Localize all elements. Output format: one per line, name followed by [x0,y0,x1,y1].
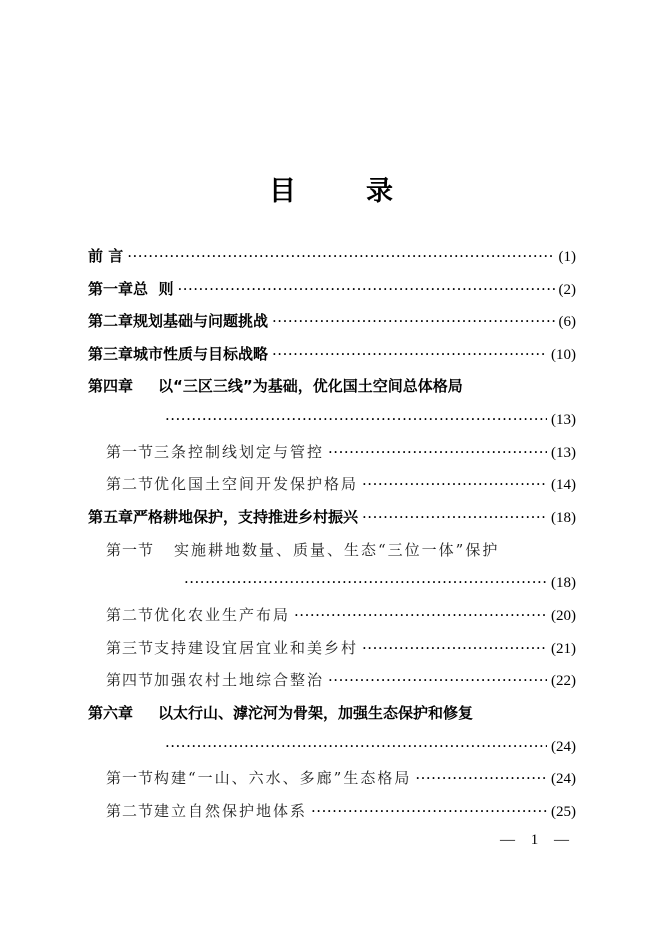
leader-dots [177,276,554,302]
toc-label: 第六章 [88,704,134,722]
toc-title: 加强农村土地综合整治 [154,671,325,689]
toc-page: (18) [551,575,576,591]
toc-entry-section-5-4[interactable] [106,667,576,693]
toc-entry-chapter-3[interactable] [88,341,576,367]
toc-entry-preface[interactable] [88,243,576,269]
toc-entry-chapter-6-leader[interactable] [165,733,576,759]
toc-page: (20) [551,608,576,624]
toc-title: 规划基础与问题挑战 [133,312,269,330]
title-char-1: 目 [269,176,296,207]
toc-title: 以太行山、滹沱河为骨架，加强生态保护和修复 [158,704,474,722]
toc-label: 第四章 [88,377,134,395]
toc-title: 三条控制线划定与管控 [154,443,325,461]
toc-label: 第二节 [106,606,155,624]
toc-label: 第一章 [88,280,134,298]
toc-entry-chapter-6[interactable] [88,700,576,726]
toc-title: 以“三区三线”为基础，优化国土空间总体格局 [158,377,463,395]
toc-page: (13) [551,445,576,461]
toc-title: 构建“一山、六水、多廊”生态格局 [154,769,412,787]
toc-title: 支持建设宜居宜业和美乡村 [154,639,359,657]
leader-dots [184,569,547,595]
leader-dots [165,733,547,759]
leader-dots [362,471,547,497]
toc-entry-chapter-4[interactable] [88,373,576,399]
toc-label: 第二章 [88,312,134,330]
toc-title: 严格耕地保护，支持推进乡村振兴 [133,508,359,526]
toc-entry-section-5-2[interactable] [106,602,576,628]
toc-entry-section-6-2[interactable] [106,798,576,824]
title-char-2: 录 [366,176,393,207]
leader-dots [294,602,547,628]
toc-label: 第二节 [106,802,155,820]
toc-title: 优化国土空间开发保护格局 [154,475,359,493]
toc-page: (13) [551,412,576,428]
toc-title: 建立自然保护地体系 [154,802,308,820]
toc-page: (24) [551,739,576,755]
toc-entry-section-5-3[interactable] [106,635,576,661]
leader-dots [415,765,547,791]
toc-page: (18) [551,510,576,526]
toc-entry-section-5-1-leader[interactable] [184,569,576,595]
toc-label: 第三节 [106,639,155,657]
toc-page: (2) [558,282,576,298]
toc-entry-chapter-2[interactable] [88,308,576,334]
toc-entry-section-5-1[interactable] [106,537,576,563]
toc-page: (6) [558,314,576,330]
toc-entry-chapter-1[interactable] [88,276,576,302]
leader-dots [362,504,547,530]
toc-page: (1) [558,249,576,265]
toc-title: 优化农业生产布局 [154,606,291,624]
toc-label: 第二节 [106,475,155,493]
toc-entry-section-4-1[interactable] [106,439,576,465]
leader-dots [328,667,547,693]
toc-title: 实施耕地数量、质量、生态“三位一体”保护 [174,541,500,559]
toc-page: (25) [551,804,576,820]
toc-page: (21) [551,641,576,657]
toc-label: 第四节 [106,671,155,689]
leader-dots [311,798,547,824]
leader-dots [272,341,547,367]
toc-title: 总 则 [133,280,174,298]
toc-entry-chapter-4-leader[interactable] [165,406,576,432]
toc-entry-section-4-2[interactable] [106,471,576,497]
toc-entry-chapter-5[interactable] [88,504,576,530]
page-number: — 1 — [500,832,575,848]
page-title [0,175,662,209]
toc-label: 第三章 [88,345,134,363]
toc-label: 第五章 [88,508,134,526]
toc-label: 第一节 [106,769,155,787]
leader-dots [362,635,547,661]
toc-title: 城市性质与目标战略 [133,345,269,363]
toc-entry-section-6-1[interactable] [106,765,576,791]
toc-page: (22) [551,673,576,689]
leader-dots [272,308,554,334]
toc-page: (10) [551,347,576,363]
leader-dots [127,243,554,269]
toc-page: (14) [551,477,576,493]
toc-label: 前 言 [88,247,124,265]
leader-dots [165,406,547,432]
toc-label: 第一节 [106,541,155,559]
leader-dots [328,439,547,465]
toc-label: 第一节 [106,443,155,461]
toc-page: (24) [551,771,576,787]
